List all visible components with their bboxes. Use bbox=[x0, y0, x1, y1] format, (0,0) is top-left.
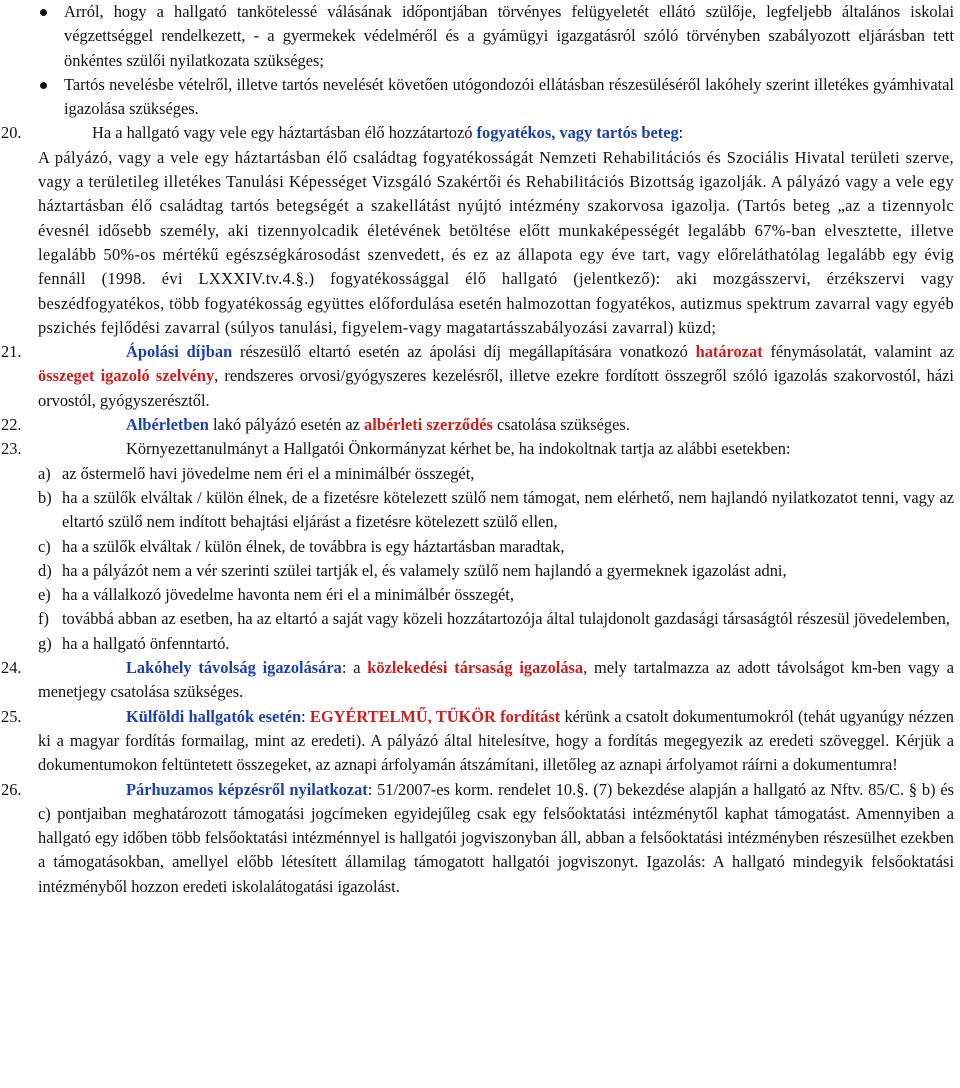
item-22 bbox=[1, 413, 954, 437]
bullet-text: Arról, hogy a hallgató tankötelessé válásának időpontjában törvényes felügyeletét ellátó szülője, legfeljebb általános iskolai végzettséggel rendelkezett, - a gyermekek védelméről és a gyámügyi igazgatásról szóló törvényben szabályozott eljárásban tett önkéntes szülői nyilatkozata szükséges; bbox=[64, 2, 954, 70]
highlight-text: Ápolási díjban bbox=[126, 342, 233, 362]
item-23-text: Környezettanulmányt a Hallgatói Önkormányzat kérhet be, ha indokoltnak tartja az alábbi esetekben: bbox=[126, 439, 791, 459]
item-number: 21. bbox=[1, 342, 22, 362]
bullet-item bbox=[38, 0, 954, 73]
list-item: a) az őstermelő havi jövedelme nem éri el a minimálbér összegét, bbox=[38, 463, 475, 483]
item-24 bbox=[1, 656, 954, 705]
item-number: 24. bbox=[1, 658, 22, 678]
item-22-text: Albérletben lakó pályázó esetén az albérleti szerződés csatolása szükséges. bbox=[126, 415, 630, 435]
highlight-text: összeget igazoló szelvény bbox=[38, 366, 215, 386]
item-26-text: Párhuzamos képzésről nyilatkozat: 51/2007-es korm. rendelet 10.§. (7) bekezdése alapján a hallgató az Nftv. 85/C. § b) és c) pontjaiban meghatározott támogatási jogcímeken egyidejűleg csak egy felsőoktatási intézménytől kaphat támogatást. Amennyiben a hallgató egy időben több felsőoktatási intézménnyel is hallgatói jogviszonyban áll, abban a felsőoktatási intézményben részesülhet ezekben a támogatásokban, amellyel előbb létesített államilag támogatott hallgatói jogviszonyt. Igazolás: A hallgató mindegyik felsőoktatási intézményből hozzon eredeti iskolalátogatási igazolást. bbox=[38, 779, 954, 896]
item-21-text: Ápolási díjban részesülő eltartó esetén az ápolási díj megállapítására vonatkozó határozat fénymásolatát, valamint az összeget igazoló szelvény, rendszeres orvosi/gyógyszeres kezelésről, illetve ezekre fordított összegről szóló igazolás szakorvostól, házi orvostól, gyógyszerésztől. bbox=[38, 342, 955, 410]
item-25 bbox=[1, 705, 954, 778]
list-item: b) ha a szülők elváltak / külön élnek, de a fizetésre kötelezett szülő nem támogat, nem elérhető, nem hajlandó nyilatkozatot tenni, vagy az eltartó szülő nem indított behajtási eljárást a fizetésre kötelezett szülő ellen, bbox=[38, 487, 954, 532]
highlight-text: határozat bbox=[695, 342, 763, 362]
highlight-text: Lakóhely távolság igazolására bbox=[126, 658, 342, 678]
item-20-heading: Ha a hallgató vagy vele egy háztartásban élő hozzátartozó fogyatékos, vagy tartós beteg: bbox=[92, 123, 684, 143]
list-item: d) ha a pályázót nem a vér szerinti szülei tartják el, és valamely szülő nem hajlandó a gyermeknek igazolást adni, bbox=[38, 560, 787, 580]
bullet-item bbox=[38, 73, 954, 122]
highlight-text: Albérletben bbox=[126, 415, 209, 435]
highlight-text: EGYÉRTELMŰ, TÜKÖR fordítást bbox=[309, 706, 561, 726]
item-24-text: Lakóhely távolság igazolására: a közlekedési társaság igazolása, mely tartalmazza az adott távolságot km-ben vagy a menetjegy csatolása szükséges. bbox=[38, 658, 954, 702]
item-23 bbox=[1, 437, 954, 656]
item-20-body: A pályázó, vagy a vele egy háztartásban élő családtag fogyatékosságát Nemzeti Rehabilitációs és Szociális Hivatal területi szerve, vagy a területileg illetékes Tanulási Képességet Vizsgáló Szakértői és Rehabilitációs Bizottság igazolják. A pályázó vagy a vele egy háztartásban élő családtag tartós betegségét a szakellátást nyújtó intézmény szakorvosa igazolja. (Tartós beteg „az a tizennyolc évesnél idősebb személy, aki tizennyolcadik életévének betöltése előtt munkaképességét legalább 67%-ban elvesztette, illetve legalább 50%-os mértékű egészségkárosodást szenvedett, és ez az állapota egy éve tart, vagy előreláthatólag legalább egy évig fennáll (1998. évi LXXXIV.tv.4.§.) fogyatékossággal élő hallgató (jelentkező): aki mozgásszervi, érzékszervi vagy beszédfogyatékos, több fogyatékosság együttes előfordulása esetén halmozottan fogyatékos, autizmus spektrum zavarral vagy egyéb pszichés fejlődési zavarral (súlyos tanulási, figyelem-vagy magatartásszabályozási zavarral) küzd; bbox=[38, 147, 954, 337]
highlight-text: albérleti szerződés bbox=[364, 415, 493, 435]
highlight-text: Párhuzamos képzésről nyilatkozat bbox=[126, 779, 368, 799]
highlight-text: Külföldi hallgatók esetén bbox=[126, 706, 302, 726]
item-26 bbox=[1, 778, 954, 899]
item-number: 26. bbox=[1, 779, 22, 799]
item-number: 23. bbox=[1, 439, 22, 459]
item-number: 25. bbox=[1, 706, 22, 726]
item-25-text: Külföldi hallgatók esetén: EGYÉRTELMŰ, TÜKÖR fordítást kérünk a csatolt dokumentumokról (tehát ugyanúgy nézzen ki a magyar fordítás formailag, mint az eredeti). A pályázó által hitelesítve, hogy a fordítás megegyezik az eredeti szöveggel. Kérjük a dokumentumokon feltüntetett összegeket, az aznapi árfolyamán átszámítani, illetőleg az aznapi árfolyamot ráírni a dokumentumra! bbox=[38, 706, 954, 775]
list-item: f) továbbá abban az esetben, ha az eltartó a saját vagy közeli hozzátartozója által tulajdonolt gazdasági társaságtól részesül jövedelemben, bbox=[38, 609, 950, 629]
list-item: g) ha a hallgató önfenntartó. bbox=[38, 633, 230, 653]
item-21 bbox=[1, 340, 955, 413]
highlight-text: közlekedési társaság igazolása bbox=[367, 658, 584, 678]
bullet-text: Tartós nevelésbe vételről, illetve tartós nevelését követően utógondozói ellátásban részesüléséről lakóhely szerint illetékes gyámhivatal igazolása szükséges. bbox=[64, 74, 954, 119]
item-number: 22. bbox=[1, 415, 22, 435]
item-20 bbox=[1, 121, 954, 340]
item-number: 20. bbox=[1, 123, 22, 143]
list-item: c) ha a szülők elváltak / külön élnek, de továbbra is egy háztartásban maradtak, bbox=[38, 536, 565, 556]
list-item: e) ha a vállalkozó jövedelme havonta nem éri el a minimálbér összegét, bbox=[38, 585, 514, 605]
highlight-text: fogyatékos, vagy tartós beteg bbox=[476, 123, 679, 143]
